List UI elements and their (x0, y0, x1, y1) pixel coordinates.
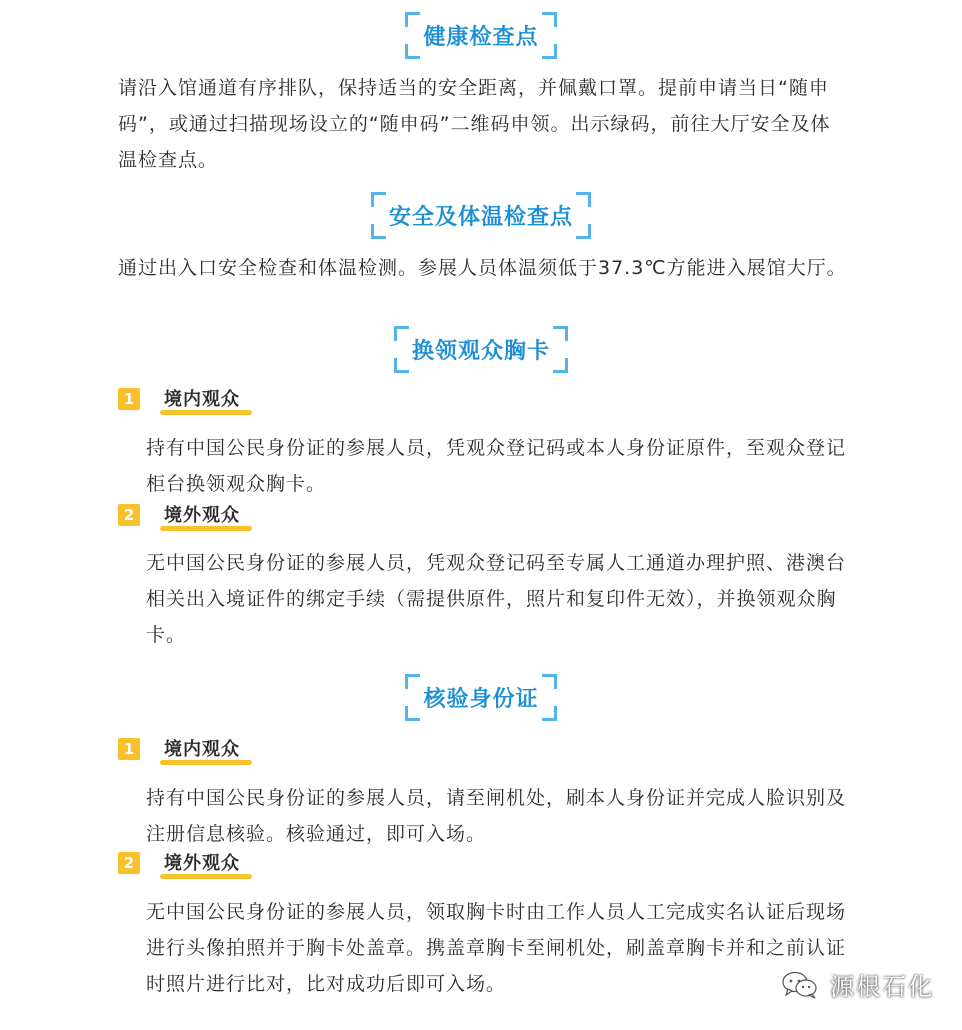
subheading-overseas-visitors (118, 848, 244, 878)
number-badge: 1 (118, 738, 140, 760)
paragraph-overseas-verify: 无中国公民身份证的参展人员，领取胸卡时由工作人员人工完成实名认证后现场进行头像拍照并于胸卡处盖章。携盖章胸卡至闸机处，刷盖章胸卡并和之前认证时照片进行比对，比对成功后即可入场。 (146, 901, 847, 995)
heading-text: 换领观众胸卡 (411, 339, 550, 364)
watermark-text: 源根石化 (830, 973, 934, 1001)
section-heading-verify-id (0, 674, 962, 721)
number-badge: 1 (118, 388, 140, 410)
subheading-text: 境内观众 (160, 385, 244, 413)
section-heading-exchange-badge (0, 326, 962, 373)
section-heading-health-check (0, 12, 962, 59)
subheading-text: 境外观众 (160, 849, 244, 877)
heading-text: 健康检查点 (423, 25, 539, 50)
watermark (782, 967, 934, 1002)
heading-text: 核验身份证 (423, 687, 539, 712)
paragraph-security-temperature: 通过出入口安全检查和体温检测。参展人员体温须低于37.3℃方能进入展馆大厅。 (118, 257, 847, 279)
subheading-overseas-visitors (118, 500, 244, 530)
heading-box (405, 12, 556, 59)
subheading-text: 境外观众 (160, 501, 244, 529)
paragraph-domestic-verify: 持有中国公民身份证的参展人员，请至闸机处，刷本人身份证并完成人脸识别及注册信息核验。核验通过，即可入场。 (146, 787, 847, 845)
subheading-text: 境内观众 (160, 735, 244, 763)
subheading-domestic-visitors (118, 384, 244, 414)
heading-box (405, 674, 556, 721)
heading-box (371, 192, 591, 239)
paragraph-health-check: 请沿入馆通道有序排队，保持适当的安全距离，并佩戴口罩。提前申请当日“随申码”，或通过扫描现场设立的“随申码”二维码申领。出示绿码，前往大厅安全及体温检查点。 (118, 77, 831, 171)
paragraph-domestic-badge: 持有中国公民身份证的参展人员，凭观众登记码或本人身份证原件，至观众登记柜台换领观众胸卡。 (146, 437, 847, 495)
section-heading-security-temperature (0, 192, 962, 239)
subheading-domestic-visitors (118, 734, 244, 764)
number-badge: 2 (118, 852, 140, 874)
heading-text: 安全及体温检查点 (388, 205, 573, 230)
heading-box (394, 326, 568, 373)
number-badge: 2 (118, 504, 140, 526)
paragraph-overseas-badge: 无中国公民身份证的参展人员，凭观众登记码至专属人工通道办理护照、港澳台相关出入境证件的绑定手续（需提供原件，照片和复印件无效），并换领观众胸卡。 (146, 552, 847, 646)
wechat-icon (782, 971, 818, 999)
